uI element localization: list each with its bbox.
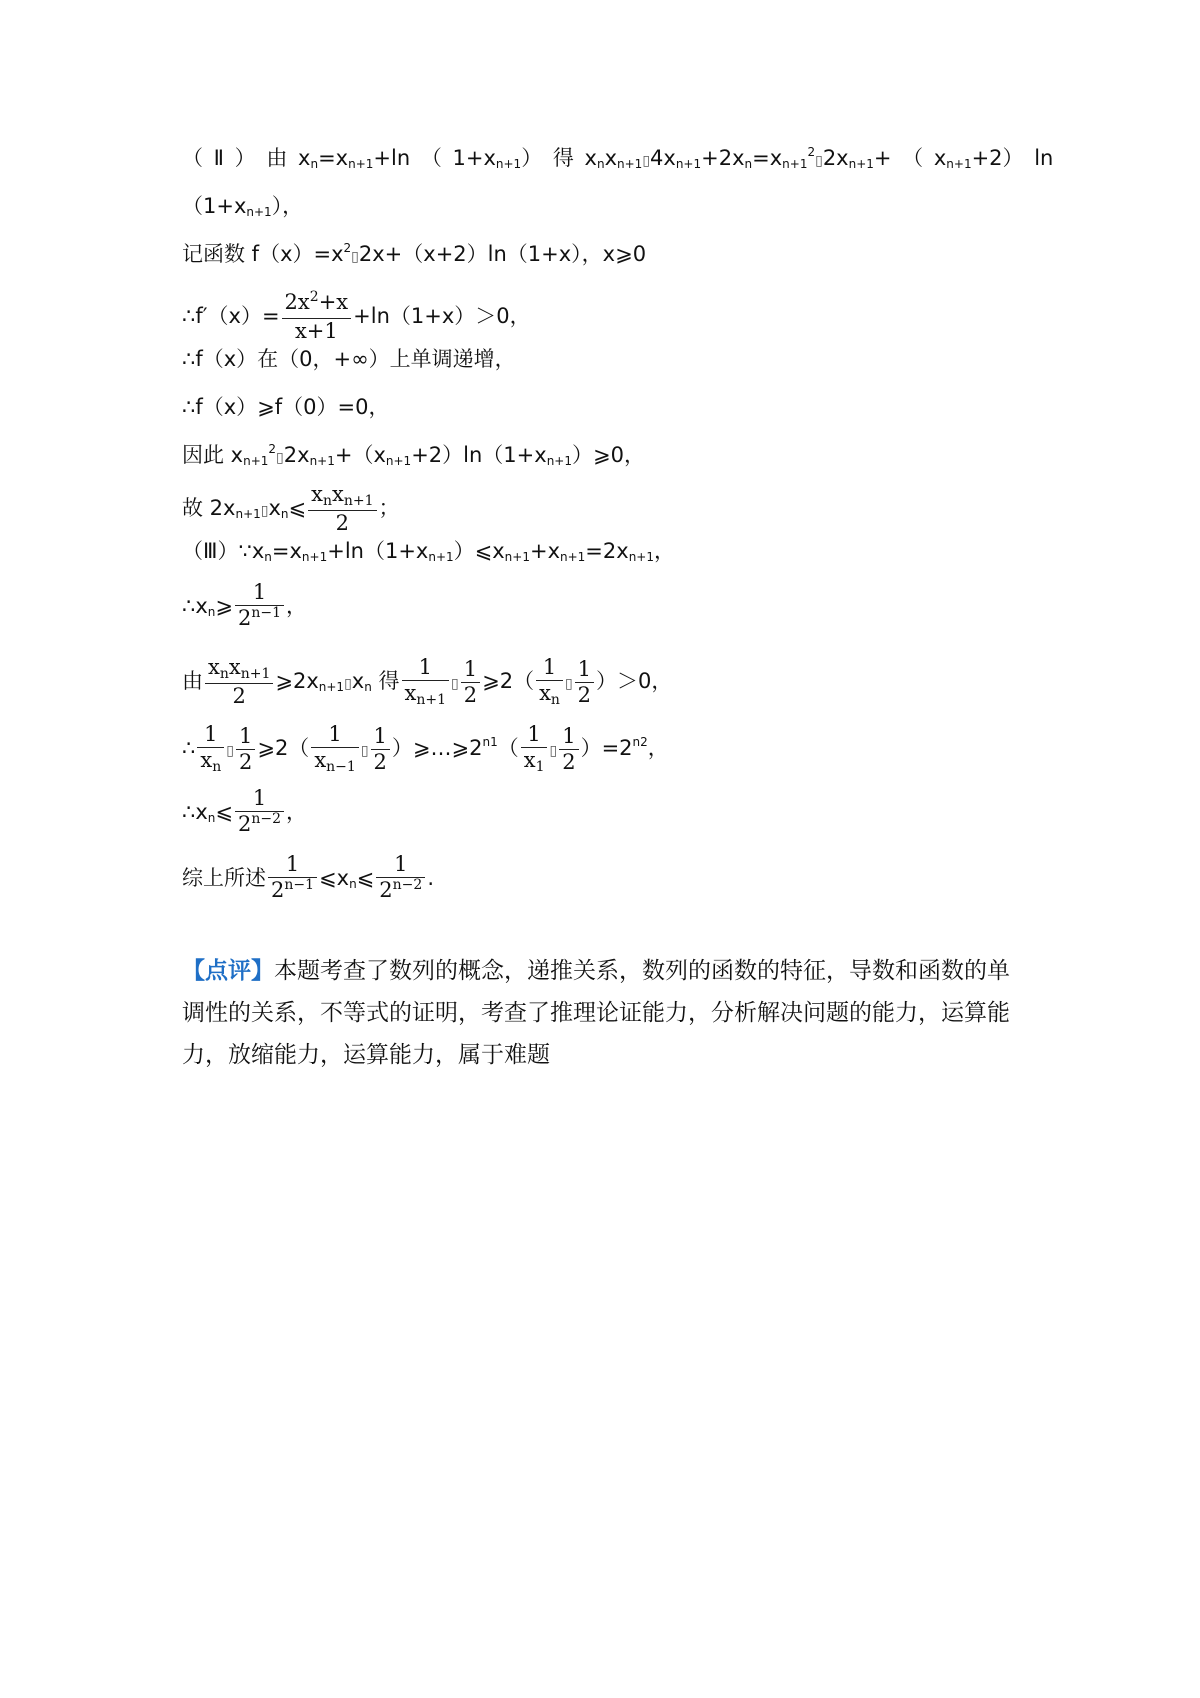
review-paragraph (182, 950, 1022, 1076)
half-fraction: $\frac{1}{2}$ (371, 724, 390, 775)
upper-bound-fraction: $\frac{1}{2^{n-2}}$ (235, 786, 284, 840)
half-fraction: $\frac{1}{2}$ (236, 724, 255, 775)
line-derivative: ∴f′（x）= $\frac{2x^2+x}{x+1}$ +ln（1+x）＞0， (182, 289, 531, 343)
reciprocal-x-1-fraction: $\frac{1}{x1}$ (521, 722, 548, 776)
lower-bound-fraction: $\frac{1}{2^{n-1}}$ (268, 852, 317, 906)
line-define-function: 记函数 $f(x)=x^2▯2x+(x+2)\ln(1+x)$，x⩾0 (182, 241, 647, 266)
reciprocal-x-n1-fraction: $\frac{1}{xn+1}$ (402, 655, 450, 709)
line-therefore: 因此 $x_{n+1}^2▯2x_{n+1}+(x_{n+1}+2)\ln(1+x_{n+1})⩾0$， (182, 442, 645, 468)
reciprocal-x-n-fraction: $\frac{1}{xn}$ (197, 722, 224, 776)
review-text: 本题考查了数列的概念，递推关系，数列的函数的特征，导数和函数的单调性的关系，不等式的证明，考查了推理论证能力，分析解决问题的能力，运算能力，放缩能力，运算能力，属于难题 (182, 958, 1010, 1068)
line-summary: 综上所述 $\frac{1}{2^{n-1}}$ $⩽x_n⩽$ $\frac{1}{2^{n-2}}$ . (182, 852, 434, 906)
line-f-geq-zero: ∴f（x）⩾f（0）=0， (182, 395, 390, 419)
line-conclusion-ii: 故 $2x_{n+1}▯x_n⩽$ $\frac{\text{xnxn+1}}{2}$ ； (182, 482, 400, 535)
upper-bound-fraction: $\frac{1}{2^{n-2}}$ (376, 852, 425, 906)
line-upper-bound: $\therefore x_n⩽$ $\frac{1}{2^{n-2}}$ ， (182, 786, 307, 840)
reciprocal-x-n-minus-1-fraction: $\frac{1}{xn-1}$ (311, 722, 359, 776)
product-over-two-fraction-2: $\frac{\text{xnxn+1}}{2}$ (205, 655, 273, 709)
line-from-inequality: 由 $\frac{\text{xnxn+1}}{2}$ $⩾2x_{n+1}▯x_n$ 得 $\frac{1}{xn+1}$ ▯ $\frac{1}{2}$ ⩾2（ $\frac{1}{xn}$ ▯ $\frac{1}{2}$ ）＞0， (182, 655, 673, 708)
line-continuation: $(1+x_{n+1})$， (182, 194, 304, 219)
lower-bound-fraction: $\frac{1}{2^{n-1}}$ (235, 580, 284, 634)
line-part-ii-start: （ Ⅱ ） 由 $x_n=x_{n+1}+\ln$ （ $1+x_{n+1}$） 得 $x_nx_{n+1}▯4x_{n+1}+2x_n=x_{n+1}^2▯2x_{n+1}+$ （ $x_{n+1}+2$） ln (182, 145, 1054, 171)
product-over-two-fraction: $\frac{\text{xnxn+1}}{2}$ (308, 482, 376, 536)
reciprocal-x-n-fraction: $\frac{1}{xn}$ (536, 655, 563, 709)
line-lower-bound: $\therefore x_n⩾$ $\frac{1}{2^{n-1}}$ ， (182, 580, 307, 634)
half-fraction: $\frac{1}{2}$ (559, 724, 578, 775)
half-fraction: $\frac{1}{2}$ (575, 657, 594, 708)
review-tag: 【点评】 (182, 958, 274, 984)
line-recursive-chain: ∴ $\frac{1}{xn}$ ▯ $\frac{1}{2}$ ⩾2（ $\frac{1}{xn-1}$ ▯ $\frac{1}{2}$ ）$⩾\dots⩾2^{n1}$（ $\frac{1}{x1}$ ▯ $\frac{1}{2}$ ）$=2^{n2}$， (182, 722, 669, 775)
half-fraction: $\frac{1}{2}$ (461, 657, 480, 708)
derivative-fraction: $\frac{2x^2+x}{x+1}$ (282, 290, 352, 344)
line-part-iii-start: $(Ⅲ)\because x_n=x_{n+1}+\ln(1+x_{n+1})⩽x_{n+1}+x_{n+1}=2x_{n+1}$， (182, 539, 675, 564)
line-monotonic: ∴f（x）在（0，+∞）上单调递增， (182, 347, 516, 371)
